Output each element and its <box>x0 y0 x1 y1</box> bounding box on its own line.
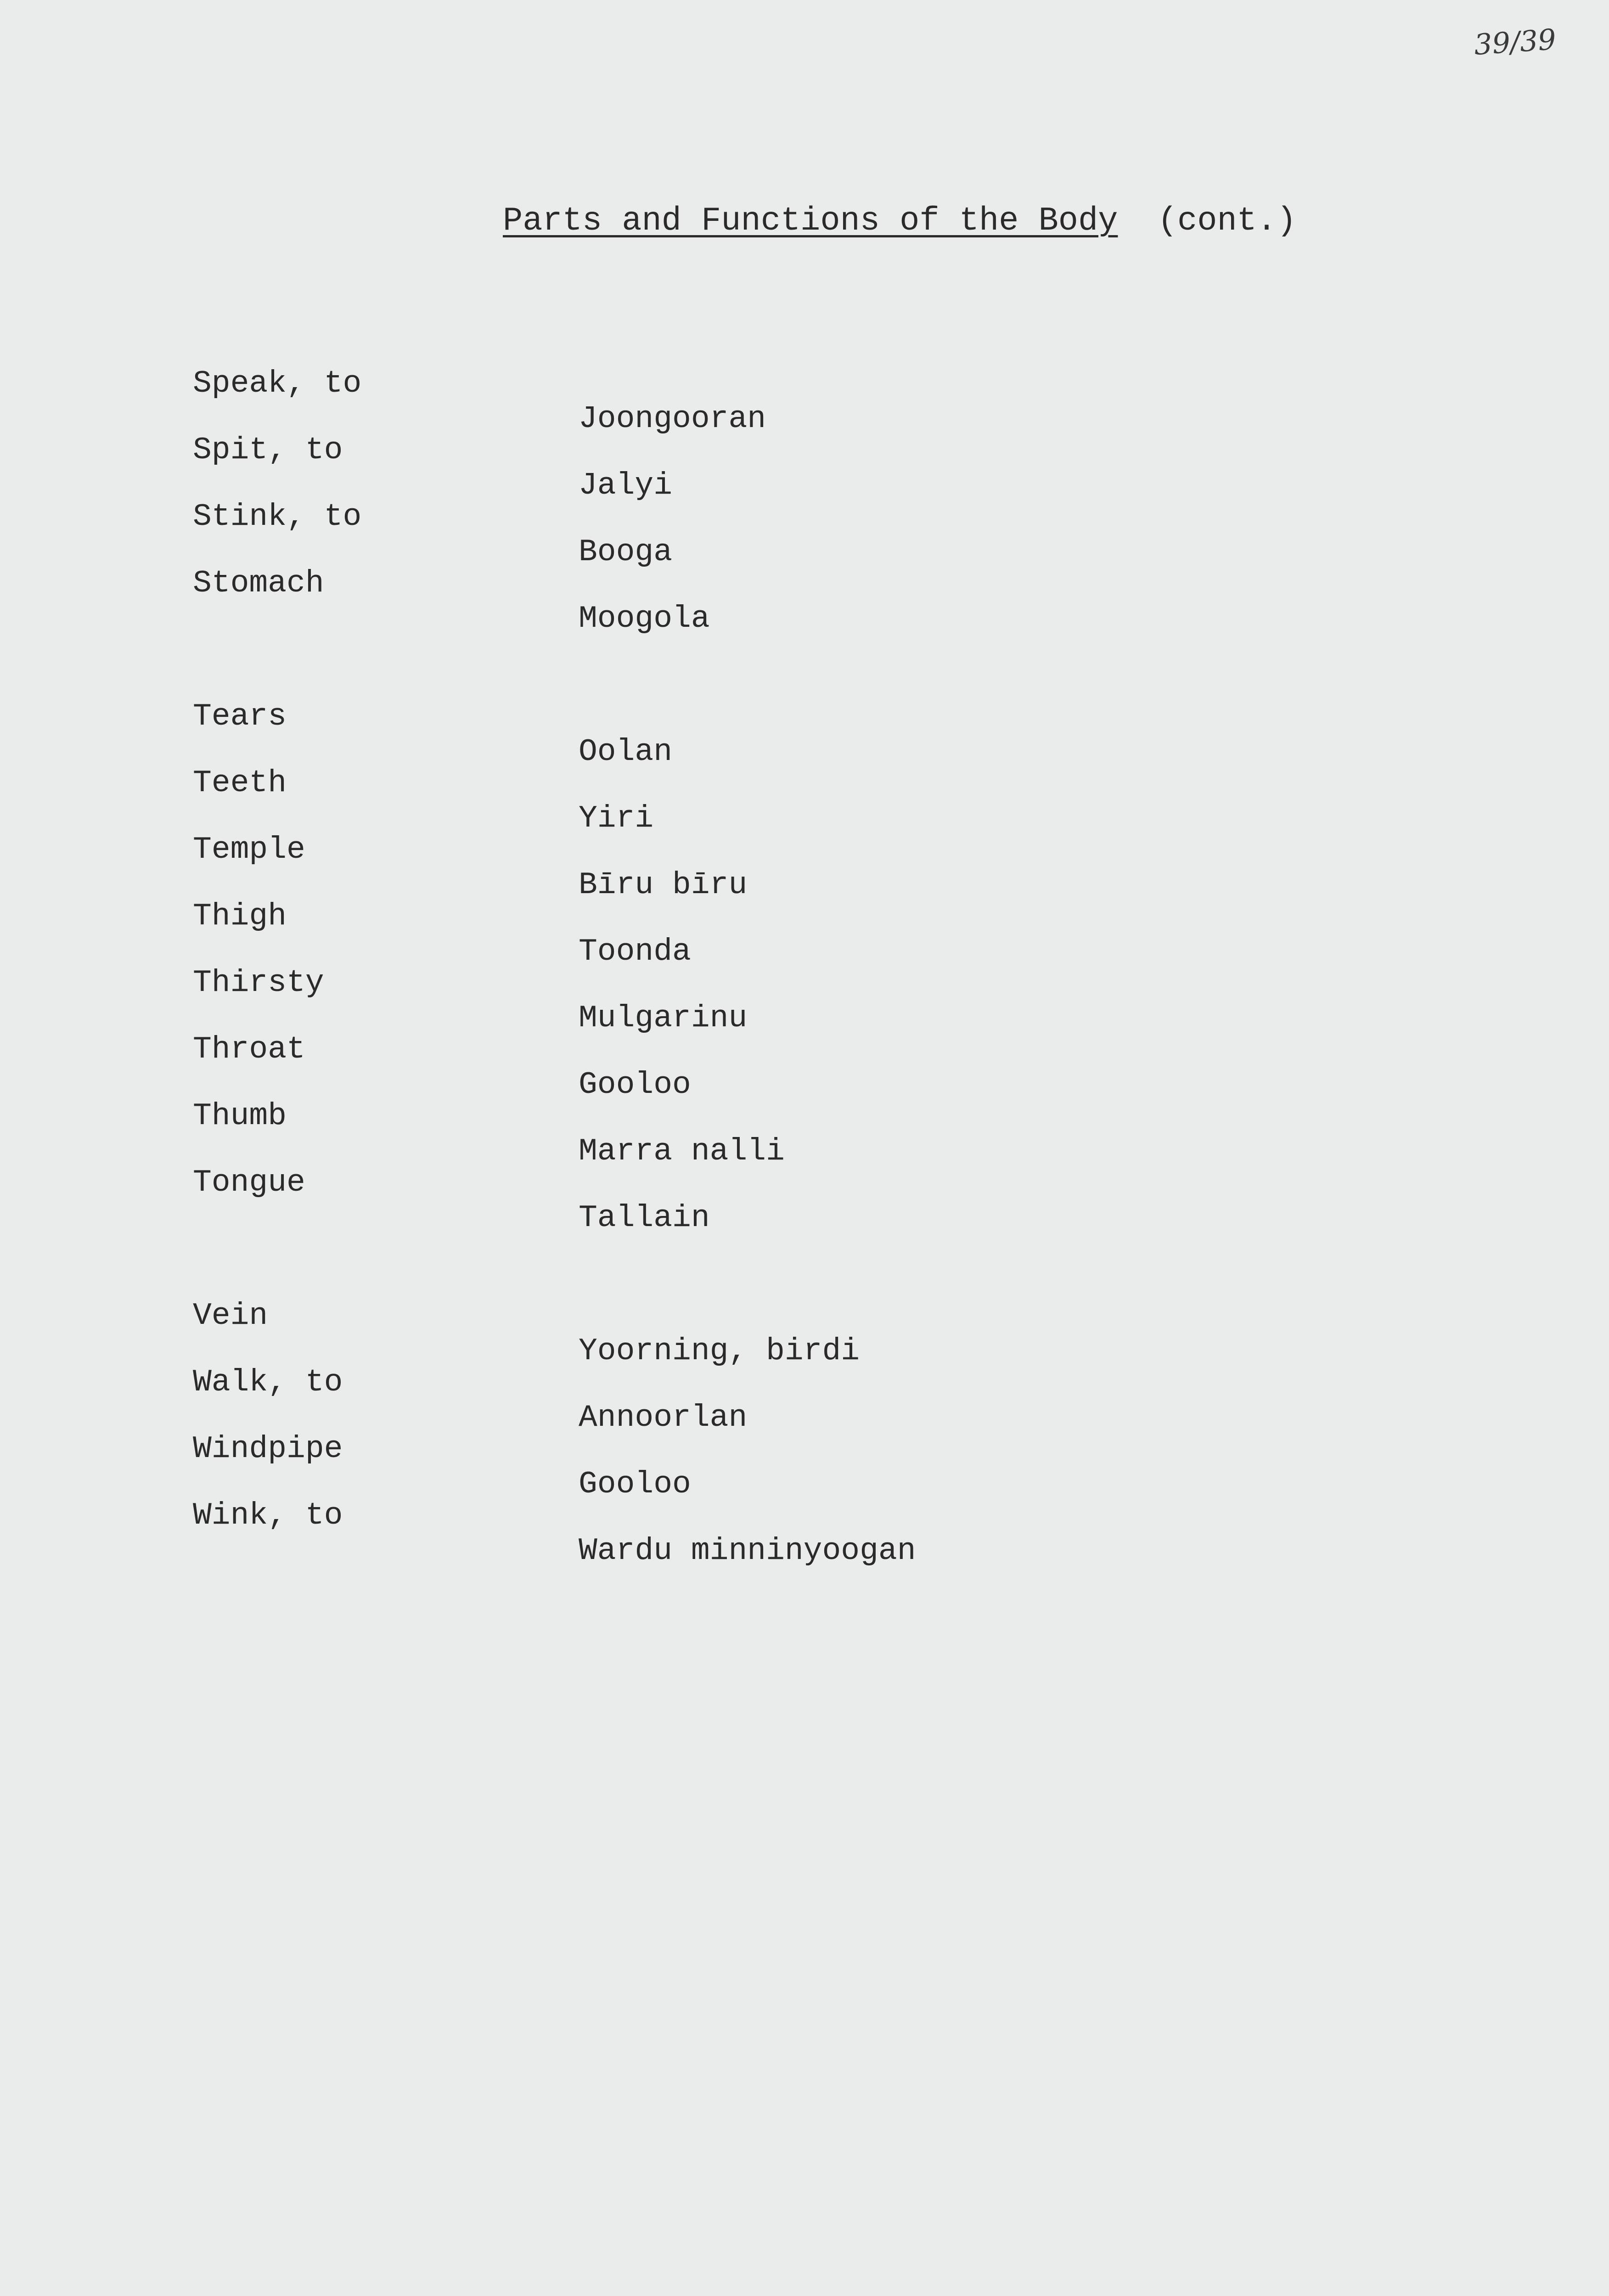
aboriginal-term: Yoorning, birdi <box>579 1334 860 1369</box>
aboriginal-term: Booga <box>579 535 673 570</box>
page-heading <box>503 202 1296 240</box>
vocab-row <box>0 331 766 437</box>
english-word: Temple <box>193 832 305 867</box>
aboriginal-term: Joongooran <box>579 401 766 437</box>
aboriginal-term: Moogola <box>579 601 710 636</box>
english-word: Thirsty <box>193 965 324 1001</box>
english-word: Tears <box>193 699 287 734</box>
english-word: Stomach <box>193 566 324 601</box>
heading-title: Parts and Functions of the Body <box>503 202 1118 240</box>
aboriginal-term: Oolan <box>579 734 673 770</box>
english-word: Tongue <box>193 1165 305 1200</box>
english-word: Vein <box>193 1298 268 1334</box>
aboriginal-term: Marra nalli <box>579 1134 785 1169</box>
english-word: Walk, to <box>193 1365 343 1400</box>
english-word: Speak, to <box>193 366 362 401</box>
english-word: Spit, to <box>193 433 343 468</box>
aboriginal-term: Jalyi <box>579 468 673 503</box>
english-word: Wink, to <box>193 1498 343 1533</box>
page-folio-number: 39/39 <box>1473 22 1558 62</box>
vocab-row <box>0 1263 860 1369</box>
english-word: Thigh <box>193 899 287 934</box>
aboriginal-term: Gooloo <box>579 1067 691 1103</box>
aboriginal-term: Toonda <box>579 934 691 969</box>
english-word: Windpipe <box>193 1431 343 1467</box>
vocab-row <box>0 664 673 770</box>
english-word: Stink, to <box>193 499 362 535</box>
aboriginal-term: Wardu minninyoogan <box>579 1533 916 1569</box>
aboriginal-term: Yiri <box>579 801 654 836</box>
aboriginal-term: Gooloo <box>579 1467 691 1502</box>
aboriginal-term: Annoorlan <box>579 1400 748 1435</box>
aboriginal-term: Tallain <box>579 1200 710 1236</box>
aboriginal-term: Bīru bīru <box>579 867 748 903</box>
english-word: Teeth <box>193 765 287 801</box>
aboriginal-term: Mulgarinu <box>579 1001 748 1036</box>
english-word: Throat <box>193 1032 305 1067</box>
heading-suffix: (cont.) <box>1157 202 1297 240</box>
english-word: Thumb <box>193 1098 287 1134</box>
